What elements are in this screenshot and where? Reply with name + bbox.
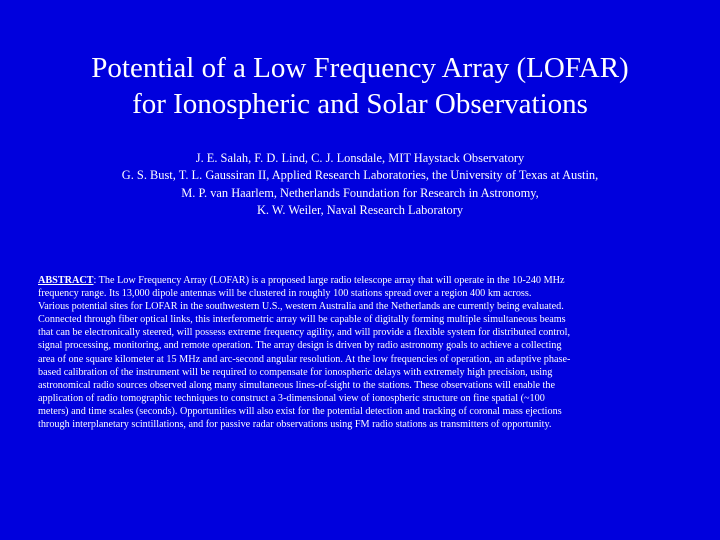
abstract-line: Various potential sites for LOFAR in the southwestern U.S., western Australia and the Netherlands are currently being evaluated.	[38, 301, 564, 313]
abstract-line: application of radio tomographic techniques to construct a 3-dimensional view of ionospheric structure on fine spatial (~100	[38, 392, 545, 404]
abstract-first-line-text: : The Low Frequency Array (LOFAR) is a proposed large radio telescope array that will operate in the 10-240 MHz	[93, 275, 565, 286]
slide-title	[0, 50, 720, 122]
abstract-line: frequency range. Its 13,000 dipole antennas will be clustered in roughly 100 stations spread over a region 400 km across.	[38, 288, 532, 300]
abstract-line: signal processing, monitoring, and remote operation. The array design is driven by radio astronomy goals to achieve a collecting	[38, 340, 562, 352]
abstract-line: based calibration of the instrument will be required to compensate for ionospheric delays with extremely high precision, using	[38, 366, 553, 378]
author-line-1: J. E. Salah, F. D. Lind, C. J. Lonsdale, MIT Haystack Observatory	[195, 151, 525, 165]
author-line-2: G. S. Bust, T. L. Gaussiran II, Applied Research Laboratories, the University of Texas at Austin,	[121, 168, 599, 183]
abstract-line: astronomical radio sources observed along many simultaneous lines-of-sight to the stations. These observations will enable the	[38, 379, 555, 391]
author-line-4: K. W. Weiler, Naval Research Laboratory	[256, 203, 464, 218]
abstract-line-1	[38, 274, 680, 287]
abstract-line: Connected through fiber optical links, this interferometric array will be capable of digitally forming multiple simultaneous beams	[38, 314, 566, 326]
title-line-2: for Ionospheric and Solar Observations	[132, 88, 588, 120]
title-line-1: Potential of a Low Frequency Array (LOFAR)	[91, 52, 629, 84]
abstract-line: through interplanetary scintillations, and for passive radar observations using FM radio stations as transmitters of opportunity.	[38, 419, 552, 431]
author-line-3: M. P. van Haarlem, Netherlands Foundation for Research in Astronomy,	[181, 185, 539, 200]
author-list	[0, 150, 720, 220]
abstract-line: area of one square kilometer at 15 MHz and arc-second angular resolution. At the low frequencies of operation, an adaptive phase-	[38, 353, 571, 365]
abstract-line: that can be electronically steered, will possess extreme frequency agility, and will provide a flexible system for distributed control,	[38, 327, 571, 339]
abstract-line: meters) and time scales (seconds). Opportunities will also exist for the potential detection and tracking of coronal mass ejections	[38, 405, 562, 417]
abstract-paragraph	[38, 274, 680, 431]
abstract-label: ABSTRACT	[38, 275, 94, 286]
